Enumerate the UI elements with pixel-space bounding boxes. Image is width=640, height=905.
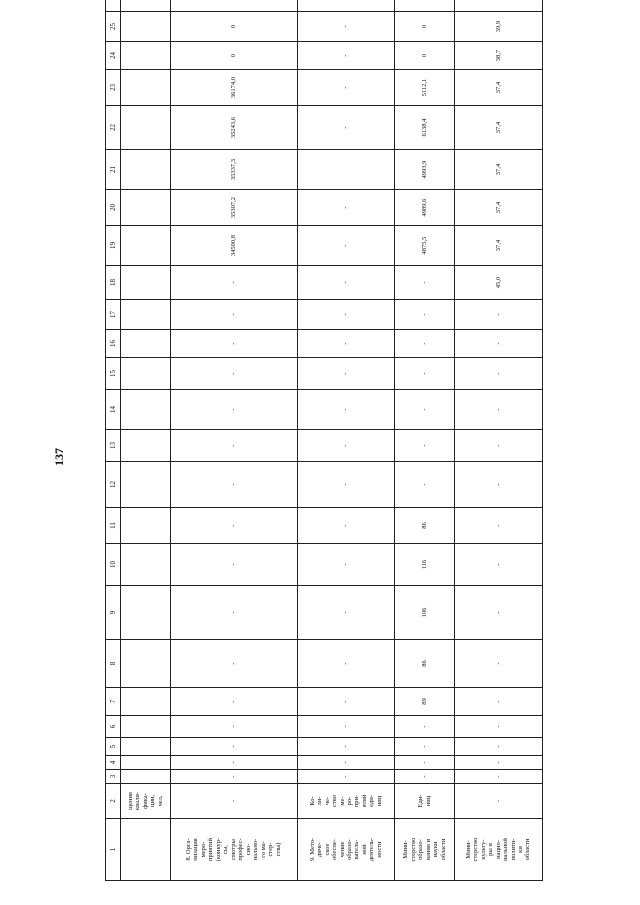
unit-text: Еди- ниц xyxy=(417,794,432,808)
value-cell: - xyxy=(395,266,454,300)
value-cell xyxy=(121,266,171,300)
value-cell xyxy=(454,0,542,12)
value-cell xyxy=(121,586,171,640)
value-cell: - xyxy=(297,190,395,226)
table-row xyxy=(170,0,297,881)
value-cell: - xyxy=(454,544,542,586)
value-cell: 0 xyxy=(170,12,297,42)
value-cell: 0 xyxy=(170,42,297,70)
header-cell: 4 xyxy=(106,756,121,770)
value-cell: 37,4 xyxy=(454,226,542,266)
value-cell: - xyxy=(170,586,297,640)
value-cell: - xyxy=(395,462,454,508)
header-row xyxy=(106,0,121,881)
header-cell: 24 xyxy=(106,42,121,70)
value-cell xyxy=(121,716,171,738)
header-cell: 1 xyxy=(106,819,121,881)
header-cell: 3 xyxy=(106,770,121,784)
value-cell: - xyxy=(297,70,395,106)
value-cell xyxy=(121,0,171,12)
row-name-cell xyxy=(454,819,542,881)
value-cell: - xyxy=(297,42,395,70)
value-cell: - xyxy=(297,508,395,544)
value-cell: - xyxy=(297,12,395,42)
value-cell: - xyxy=(395,390,454,430)
value-cell: - xyxy=(297,106,395,150)
row-name: 9. Мето- диче- ское обеспе- чение образо- ватель- ной деятель- ности xyxy=(308,837,383,862)
value-cell: - xyxy=(297,430,395,462)
value-cell: - xyxy=(170,738,297,756)
header-cell: 12 xyxy=(106,462,121,508)
header-cell: 10 xyxy=(106,544,121,586)
value-cell: - xyxy=(170,330,297,358)
value-cell xyxy=(121,330,171,358)
table-body xyxy=(106,0,543,881)
value-cell: - xyxy=(297,688,395,716)
value-cell: 38,7 xyxy=(454,42,542,70)
value-cell: 4875,5 xyxy=(395,226,454,266)
unit-text: - xyxy=(229,799,237,803)
value-cell: 37,4 xyxy=(454,106,542,150)
value-cell xyxy=(121,12,171,42)
value-cell xyxy=(121,640,171,688)
unit-cell xyxy=(395,784,454,819)
value-cell: - xyxy=(395,430,454,462)
value-cell: - xyxy=(297,586,395,640)
value-cell: - xyxy=(170,640,297,688)
value-cell: - xyxy=(454,756,542,770)
value-cell: 116 xyxy=(395,544,454,586)
value-cell: - xyxy=(297,640,395,688)
value-cell xyxy=(297,0,395,12)
value-cell xyxy=(121,226,171,266)
value-cell xyxy=(121,544,171,586)
header-cell: 22 xyxy=(106,106,121,150)
header-cell: 5 xyxy=(106,738,121,756)
row-name-cell xyxy=(170,819,297,881)
value-cell: - xyxy=(170,300,297,330)
value-cell: 6138,4 xyxy=(395,106,454,150)
unit-cell xyxy=(170,784,297,819)
header-cell: 9 xyxy=(106,586,121,640)
unit-text: - xyxy=(494,799,502,803)
value-cell: 37,4 xyxy=(454,190,542,226)
header-cell: 17 xyxy=(106,300,121,330)
value-cell: - xyxy=(454,688,542,716)
value-cell xyxy=(121,756,171,770)
value-cell: - xyxy=(297,266,395,300)
header-cell: 16 xyxy=(106,330,121,358)
value-cell: 0 xyxy=(395,42,454,70)
value-cell: - xyxy=(170,770,297,784)
unit-text: щения квали- фика- ции, чел. xyxy=(126,792,164,810)
value-cell: 36174,0 xyxy=(170,70,297,106)
value-cell: 37,4 xyxy=(454,150,542,190)
value-cell: - xyxy=(395,716,454,738)
value-cell xyxy=(170,0,297,12)
value-cell: - xyxy=(454,358,542,390)
value-cell: - xyxy=(454,430,542,462)
header-cell: 14 xyxy=(106,390,121,430)
value-cell: 4993,9 xyxy=(395,150,454,190)
value-cell: - xyxy=(395,330,454,358)
value-cell: - xyxy=(297,738,395,756)
value-cell: - xyxy=(454,462,542,508)
value-cell: - xyxy=(454,300,542,330)
value-cell: 86 xyxy=(395,640,454,688)
value-cell: - xyxy=(170,266,297,300)
value-cell: - xyxy=(454,640,542,688)
value-cell: - xyxy=(170,716,297,738)
value-cell xyxy=(121,106,171,150)
header-cell xyxy=(106,0,121,12)
table-row xyxy=(454,0,542,881)
table-row xyxy=(121,0,171,881)
value-cell: 37,4 xyxy=(454,70,542,106)
row-name: Мини- стерство образо- вания и науки области xyxy=(402,837,447,862)
value-cell: 45,0 xyxy=(454,266,542,300)
value-cell: - xyxy=(454,330,542,358)
value-cell xyxy=(121,770,171,784)
header-cell: 18 xyxy=(106,266,121,300)
header-cell: 23 xyxy=(106,70,121,106)
value-cell xyxy=(121,508,171,544)
value-cell: - xyxy=(297,462,395,508)
value-cell xyxy=(121,150,171,190)
header-cell: 13 xyxy=(106,430,121,462)
value-cell xyxy=(121,430,171,462)
value-cell xyxy=(121,70,171,106)
value-cell: - xyxy=(170,390,297,430)
value-cell: - xyxy=(395,300,454,330)
header-cell: 7 xyxy=(106,688,121,716)
header-cell: 15 xyxy=(106,358,121,390)
value-cell: - xyxy=(454,738,542,756)
value-cell: - xyxy=(170,544,297,586)
value-cell xyxy=(121,738,171,756)
value-cell: - xyxy=(170,430,297,462)
value-cell: - xyxy=(297,756,395,770)
header-cell: 2 xyxy=(106,784,121,819)
value-cell: - xyxy=(395,756,454,770)
row-name: 8. Орга- низация меро- приятий (конкур- сы, смотры профес- сио- нально- го ма- стер- ства) xyxy=(185,837,282,862)
unit-cell xyxy=(297,784,395,819)
value-cell: - xyxy=(170,688,297,716)
value-cell: 4989,6 xyxy=(395,190,454,226)
value-cell xyxy=(121,190,171,226)
header-cell: 6 xyxy=(106,716,121,738)
value-cell xyxy=(121,688,171,716)
value-cell: - xyxy=(454,716,542,738)
value-cell: - xyxy=(170,358,297,390)
value-cell xyxy=(121,42,171,70)
unit-cell xyxy=(454,784,542,819)
value-cell: - xyxy=(297,330,395,358)
value-cell: - xyxy=(170,756,297,770)
value-cell: - xyxy=(297,770,395,784)
header-cell: 19 xyxy=(106,226,121,266)
value-cell: - xyxy=(297,358,395,390)
value-cell: - xyxy=(297,226,395,266)
value-cell: 0 xyxy=(395,12,454,42)
value-cell: - xyxy=(297,544,395,586)
value-cell: - xyxy=(454,770,542,784)
header-cell: 20 xyxy=(106,190,121,226)
value-cell: - xyxy=(395,358,454,390)
value-cell: 35337,3 xyxy=(170,150,297,190)
value-cell: 89 xyxy=(395,688,454,716)
value-cell: 35307,2 xyxy=(170,190,297,226)
row-name: Мини- стерство культу- ры и нацио- нальной полити- ки области xyxy=(464,837,532,862)
row-name-cell xyxy=(121,819,171,881)
page-number: 137 xyxy=(52,448,66,466)
header-cell: 11 xyxy=(106,508,121,544)
value-cell xyxy=(121,462,171,508)
value-cell: 34500,8 xyxy=(170,226,297,266)
value-cell: - xyxy=(297,390,395,430)
header-cell: 8 xyxy=(106,640,121,688)
value-cell xyxy=(121,390,171,430)
unit-text: Ко- ли- че- ство ме- ро- при- ятий еди- ниц xyxy=(308,794,383,808)
value-cell: - xyxy=(297,716,395,738)
value-cell: 86 xyxy=(395,508,454,544)
value-cell: 35243,6 xyxy=(170,106,297,150)
value-cell: - xyxy=(395,738,454,756)
value-cell: - xyxy=(170,462,297,508)
table-row xyxy=(395,0,454,881)
row-name-cell xyxy=(395,819,454,881)
data-table xyxy=(105,0,543,881)
value-cell: - xyxy=(454,586,542,640)
row-name-cell xyxy=(297,819,395,881)
header-cell: 21 xyxy=(106,150,121,190)
value-cell xyxy=(297,150,395,190)
header-cell: 25 xyxy=(106,12,121,42)
value-cell xyxy=(395,0,454,12)
value-cell: 39,9 xyxy=(454,12,542,42)
value-cell: 106 xyxy=(395,586,454,640)
value-cell: 5112,1 xyxy=(395,70,454,106)
value-cell xyxy=(121,358,171,390)
value-cell: - xyxy=(170,508,297,544)
value-cell xyxy=(121,300,171,330)
value-cell: - xyxy=(395,770,454,784)
table-row xyxy=(297,0,395,881)
value-cell: - xyxy=(454,390,542,430)
rotated-table-container xyxy=(105,20,543,881)
unit-cell xyxy=(121,784,171,819)
value-cell: - xyxy=(454,508,542,544)
value-cell: - xyxy=(297,300,395,330)
